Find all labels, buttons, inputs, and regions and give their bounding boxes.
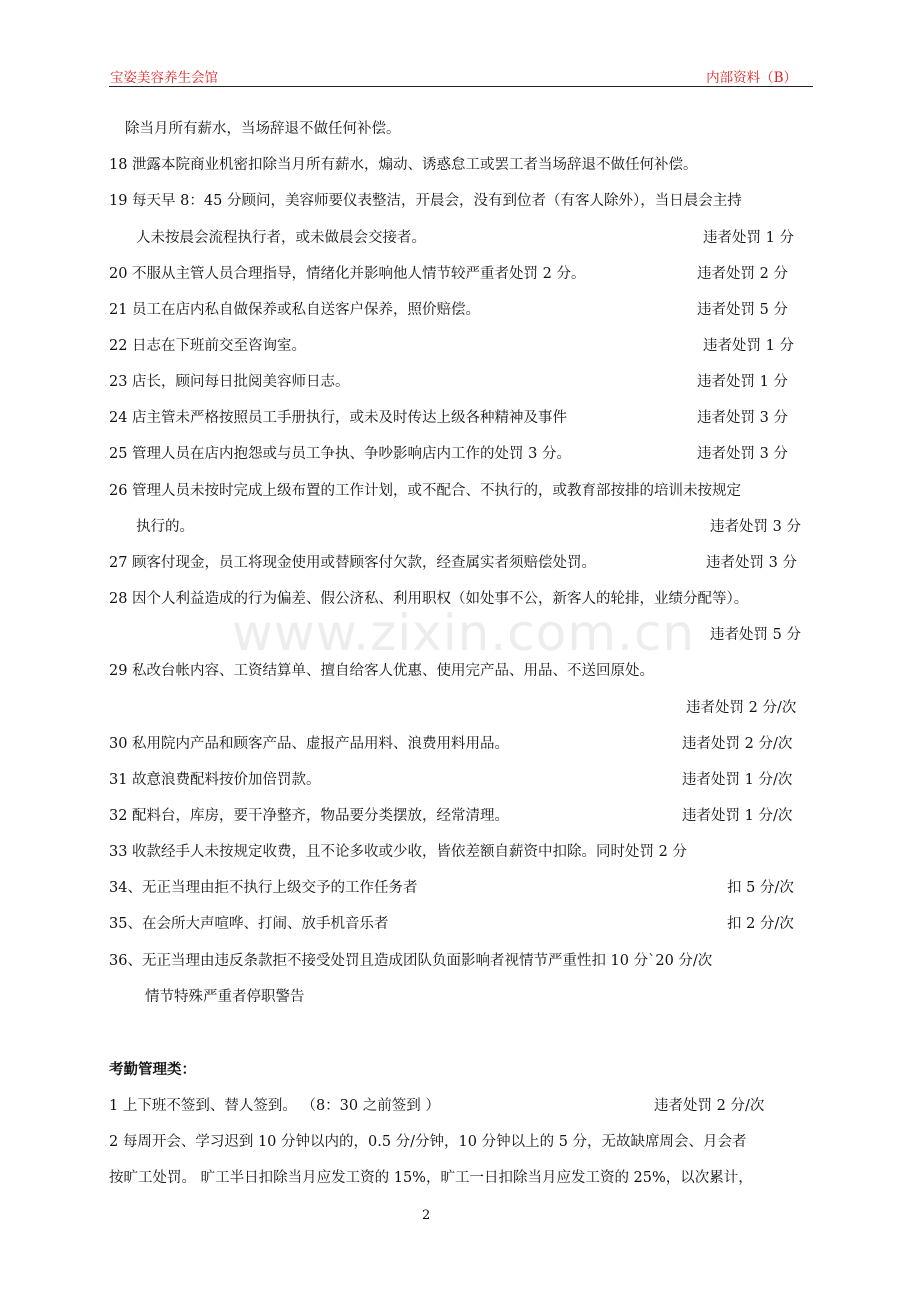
rule-line: 26 管理人员未按时完成上级布置的工作计划，或不配合、不执行的，或教育部按排的培训未按规定: [109, 483, 742, 499]
rule-line: 24 店主管未严格按照员工手册执行，或未及时传达上级各种精神及事件: [109, 410, 568, 426]
penalty-text: 违者处罚 2 分/次: [686, 700, 797, 716]
rule-line: 情节特殊严重者停职警告: [145, 989, 305, 1005]
rule-line: 21 员工在店内私自做保养或私自送客户保养，照价赔偿。: [109, 302, 481, 318]
attendance-line: 1 上下班不签到、替人签到。 （8：30 之前签到 ）: [109, 1098, 440, 1114]
penalty-text: 违者处罚 1 分: [703, 338, 794, 354]
rule-line: 28 因个人利益造成的行为偏差、假公济私、利用职权（如处事不公，新客人的轮排，业绩分配等）。: [109, 591, 749, 607]
rule-line: 29 私改台帐内容、工资结算单、擅自给客人优惠、使用完产品、用品、不送回原处。: [109, 663, 655, 679]
rule-line: 18 泄露本院商业机密扣除当月所有薪水，煽动、诱惑怠工或罢工者当场辞退不做任何补偿。: [109, 157, 698, 173]
watermark: www.zixin.com.cn: [232, 604, 696, 662]
penalty-text: 违者处罚 2 分/次: [654, 1098, 765, 1114]
header-doc-label: 内部资料（B）: [706, 70, 797, 86]
rule-line: 23 店长，顾问每日批阅美容师日志。: [109, 374, 350, 390]
penalty-text: 违者处罚 1 分: [703, 230, 794, 246]
rule-line: 22 日志在下班前交至咨询室。: [109, 338, 307, 354]
penalty-text: 违者处罚 1 分: [697, 374, 788, 390]
rule-line: 人未按晨会流程执行者，或未做晨会交接者。: [136, 230, 426, 246]
rule-line: 25 管理人员在店内抱怨或与员工争执、争吵影响店内工作的处罚 3 分。: [109, 446, 572, 462]
rule-line: 执行的。: [136, 519, 194, 535]
header-org-name: 宝姿美容养生会馆: [110, 70, 218, 86]
penalty-text: 违者处罚 3 分: [706, 555, 797, 571]
penalty-text: 扣 2 分/次: [727, 916, 794, 932]
penalty-text: 违者处罚 5 分: [710, 627, 801, 643]
penalty-text: 违者处罚 3 分: [697, 410, 788, 426]
attendance-line: 2 每周开会、学习迟到 10 分钟以内的，0.5 分/分钟，10 分钟以上的 5 分，无故缺席周会、月会者: [109, 1134, 747, 1150]
penalty-text: 违者处罚 2 分/次: [682, 736, 793, 752]
penalty-text: 违者处罚 2 分: [697, 266, 788, 282]
rule-line: 31 故意浪费配料按价加倍罚款。: [109, 772, 321, 788]
attendance-line: 按旷工处罚。 旷工半日扣除当月应发工资的 15%，旷工一日扣除当月应发工资的 25%，以次累计，: [109, 1170, 753, 1186]
rule-line: 34、无正当理由拒不执行上级交予的工作任务者: [109, 880, 418, 896]
rule-line: 20 不服从主管人员合理指导，情绪化并影响他人情节较严重者处罚 2 分。: [109, 266, 586, 282]
rule-line: 19 每天早 8：45 分顾问，美容师要仪表整洁，开晨会，没有到位者（有客人除外），当日晨会主持: [109, 193, 742, 209]
rule-line: 35、在会所大声喧哗、打闹、放手机音乐者: [109, 916, 389, 932]
rule-line: 32 配料台，库房，要干净整齐，物品要分类摆放，经常清理。: [109, 808, 510, 824]
penalty-text: 违者处罚 1 分/次: [682, 772, 793, 788]
page-header: [109, 64, 813, 87]
penalty-text: 违者处罚 5 分: [697, 302, 788, 318]
rule-line: 36、无正当理由违反条款拒不接受处罚且造成团队负面影响者视情节严重性扣 10 分`20 分/次: [109, 953, 713, 969]
penalty-text: 违者处罚 3 分: [710, 519, 801, 535]
page-number: 2: [422, 1208, 431, 1223]
rule-line: 33 收款经手人未按规定收费，且不论多收或少收，皆依差额自薪资中扣除。同时处罚 2 分: [109, 844, 687, 860]
penalty-text: 违者处罚 3 分: [697, 446, 788, 462]
penalty-text: 违者处罚 1 分/次: [682, 808, 793, 824]
rule-line: 27 顾客付现金，员工将现金使用或替顾客付欠款，经查属实者须赔偿处罚。: [109, 555, 597, 571]
attendance-heading: 考勤管理类：: [109, 1062, 196, 1078]
penalty-text: 扣 5 分/次: [727, 880, 794, 896]
rule-line: 除当月所有薪水，当场辞退不做任何补偿。: [125, 121, 401, 137]
rule-line: 30 私用院内产品和顾客产品、虚报产品用料、浪费用料用品。: [109, 736, 510, 752]
